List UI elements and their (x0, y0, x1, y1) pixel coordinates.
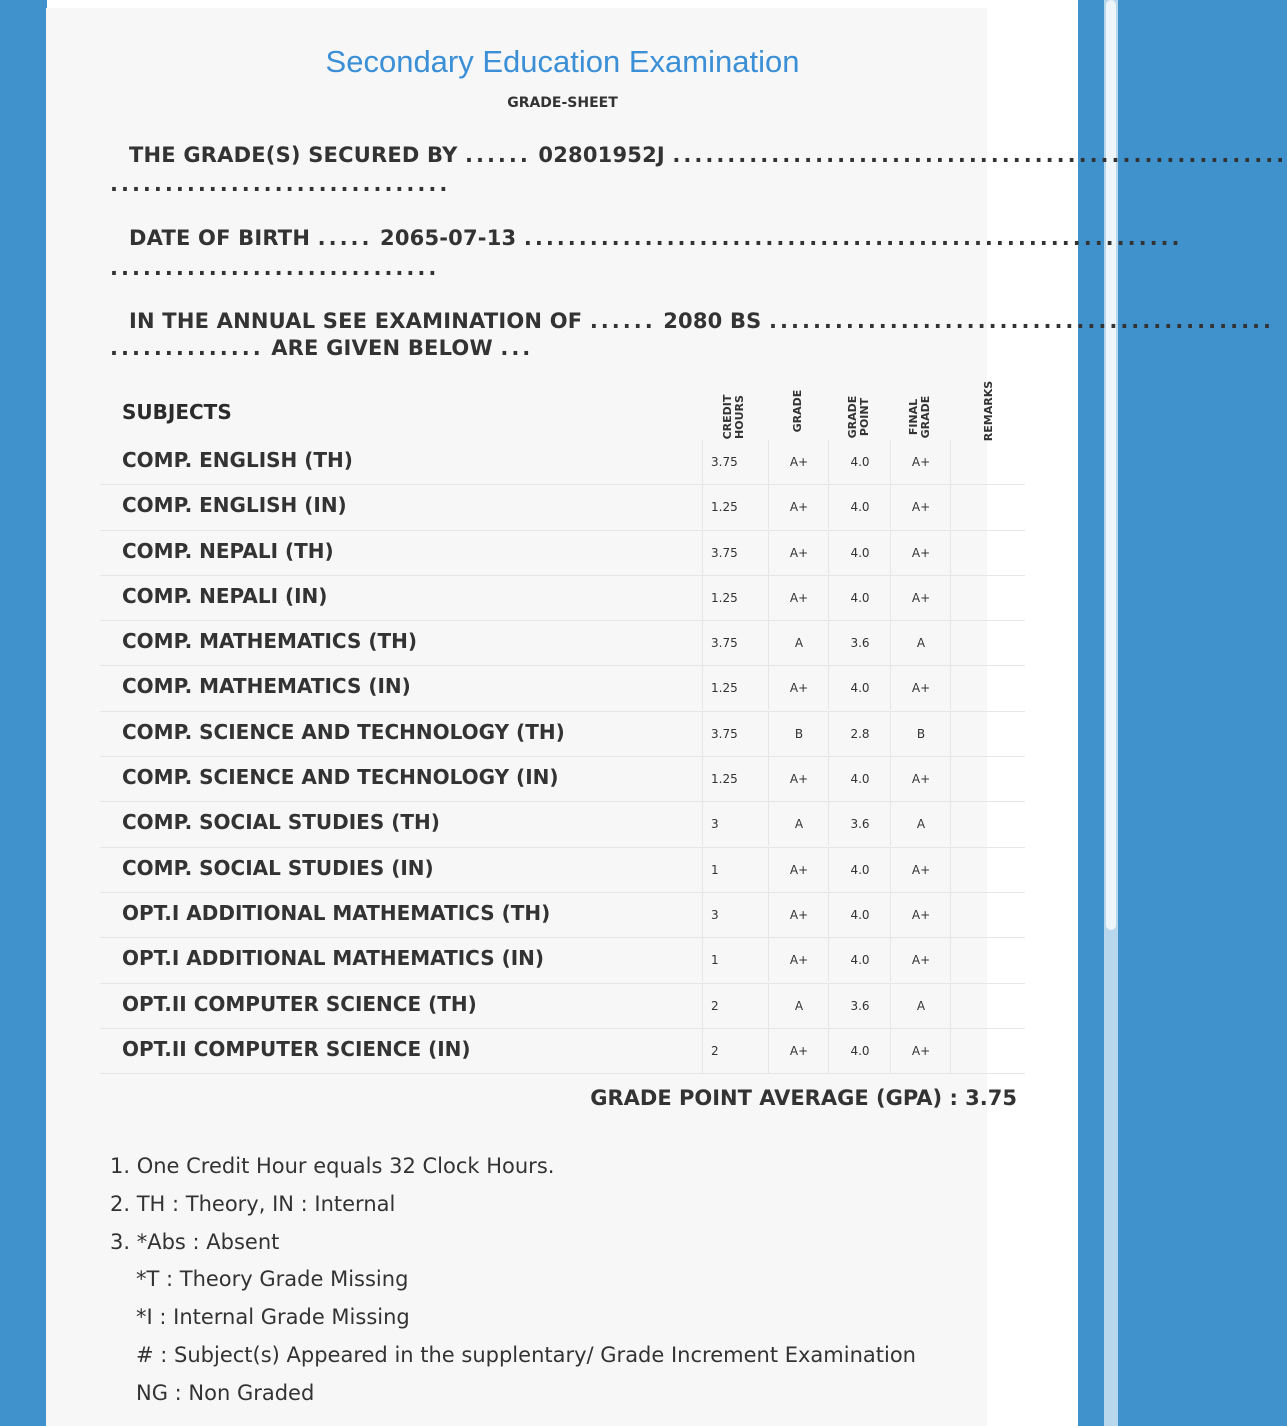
table-row (100, 938, 1025, 983)
final-grade-cell: A+ (890, 1029, 951, 1073)
grade-point-cell: 4.0 (828, 531, 891, 575)
grade-cell: A (768, 621, 829, 665)
exam-line-cont: .............. ARE GIVEN BELOW ... (110, 336, 534, 360)
remarks-cell (950, 485, 1026, 529)
grade-point-cell: 4.0 (828, 1029, 891, 1073)
note-item: NG : Non Graded (136, 1380, 315, 1405)
dob-line: DATE OF BIRTH ..... 2065-07-13 ............................................................ (110, 226, 1010, 250)
grade-cell: A (768, 802, 829, 846)
final-grade-cell: A+ (890, 757, 951, 801)
final-grade-cell: A+ (890, 440, 951, 484)
exam-label: IN THE ANNUAL SEE EXAMINATION OF (129, 309, 583, 333)
grade-point-cell: 3.6 (828, 621, 891, 665)
gpa-line (590, 1086, 1017, 1110)
remarks-cell (950, 440, 1026, 484)
grade-point-cell: 4.0 (828, 666, 891, 710)
page-title: Secondary Education Examination (325, 44, 800, 79)
grade-point-cell: 4.0 (828, 485, 891, 529)
page-subtitle: GRADE-SHEET (507, 95, 618, 111)
final-grade-cell: A (890, 802, 951, 846)
remarks-cell (950, 984, 1026, 1028)
subject-name: COMP. ENGLISH (IN) (122, 493, 347, 518)
gpa-value: 3.75 (965, 1086, 1017, 1110)
table-row (100, 1029, 1025, 1074)
subject-name: COMP. ENGLISH (TH) (122, 448, 353, 472)
subject-name: COMP. SOCIAL STUDIES (IN) (122, 855, 434, 880)
remarks-cell (950, 712, 1026, 756)
dob-label: DATE OF BIRTH (129, 226, 311, 250)
credit-hours-cell: 1.25 (702, 485, 768, 529)
table-row (100, 576, 1025, 621)
subject-name: COMP. SCIENCE AND TECHNOLOGY (TH) (122, 719, 565, 744)
grade-point-cell: 4.0 (828, 938, 891, 982)
remarks-cell (950, 621, 1026, 665)
grade-cell: A+ (768, 440, 829, 484)
dob-value: 2065-07-13 (380, 226, 517, 250)
credit-hours-cell: 1.25 (702, 576, 768, 620)
grade-point-cell: 2.8 (828, 712, 891, 756)
credit-hours-cell: 2 (702, 984, 768, 1028)
header-grade-point: GRADE POINT (846, 395, 871, 439)
remarks-cell (950, 802, 1026, 846)
dob-dots-cont: .............................. (110, 256, 440, 280)
header-credit-hours: CREDIT HOURS (721, 394, 746, 440)
credit-hours-cell: 3.75 (702, 621, 768, 665)
subject-name: COMP. NEPALI (IN) (122, 583, 328, 608)
credit-hours-cell: 3 (702, 802, 768, 846)
remarks-cell (950, 893, 1026, 937)
credit-hours-cell: 2 (702, 1029, 768, 1073)
grade-cell: A+ (768, 893, 829, 937)
grade-cell: A+ (768, 848, 829, 892)
subject-name: COMP. MATHEMATICS (IN) (122, 674, 411, 699)
table-row (100, 893, 1025, 938)
scrollbar-thumb[interactable] (1106, 0, 1116, 930)
credit-hours-cell: 3.75 (702, 531, 768, 575)
remarks-cell (950, 938, 1026, 982)
table-row (100, 984, 1025, 1029)
grade-cell: A+ (768, 1029, 829, 1073)
final-grade-cell: A+ (890, 938, 951, 982)
remarks-cell (950, 576, 1026, 620)
grade-cell: A+ (768, 531, 829, 575)
grade-point-cell: 3.6 (828, 802, 891, 846)
table-row (100, 485, 1025, 530)
symbol-number: 02801952J (538, 143, 665, 167)
grade-point-cell: 4.0 (828, 757, 891, 801)
secured-by-label: THE GRADE(S) SECURED BY (129, 143, 458, 167)
table-row (100, 666, 1025, 711)
credit-hours-cell: 1.25 (702, 666, 768, 710)
exam-suffix: ARE GIVEN BELOW (271, 336, 493, 360)
final-grade-cell: A+ (890, 848, 951, 892)
note-item: 3. *Abs : Absent (110, 1229, 280, 1254)
subject-name: OPT.I ADDITIONAL MATHEMATICS (TH) (122, 900, 551, 925)
note-item: 1. One Credit Hour equals 32 Clock Hours. (110, 1154, 555, 1178)
grade-cell: A+ (768, 938, 829, 982)
subject-name: COMP. MATHEMATICS (TH) (122, 629, 417, 654)
header-remarks: REMARKS (982, 380, 995, 442)
note-item: 2. TH : Theory, IN : Internal (110, 1191, 396, 1216)
grade-point-cell: 4.0 (828, 848, 891, 892)
final-grade-cell: A+ (890, 531, 951, 575)
remarks-cell (950, 531, 1026, 575)
subject-name: OPT.II COMPUTER SCIENCE (IN) (122, 1036, 471, 1061)
remarks-cell (950, 848, 1026, 892)
table-row (100, 802, 1025, 847)
final-grade-cell: A+ (890, 576, 951, 620)
final-grade-cell: A+ (890, 485, 951, 529)
grade-cell: A (768, 984, 829, 1028)
grade-cell: A+ (768, 576, 829, 620)
final-grade-cell: A+ (890, 893, 951, 937)
table-row (100, 848, 1025, 893)
credit-hours-cell: 3.75 (702, 440, 768, 484)
exam-line: IN THE ANNUAL SEE EXAMINATION OF ...... 2080 BS .............................................. (110, 309, 1010, 333)
header-grade: GRADE (791, 389, 804, 433)
remarks-cell (950, 757, 1026, 801)
remarks-cell (950, 666, 1026, 710)
header-final-grade: FINAL GRADE (907, 395, 932, 439)
credit-hours-cell: 3 (702, 893, 768, 937)
note-item: *T : Theory Grade Missing (136, 1267, 409, 1292)
subject-name: COMP. SCIENCE AND TECHNOLOGY (IN) (122, 765, 559, 790)
gpa-label: GRADE POINT AVERAGE (GPA) : (590, 1086, 958, 1110)
subject-name: COMP. SOCIAL STUDIES (TH) (122, 810, 440, 835)
final-grade-cell: B (890, 712, 951, 756)
credit-hours-cell: 1 (702, 848, 768, 892)
exam-year: 2080 BS (663, 309, 762, 333)
subject-name: OPT.II COMPUTER SCIENCE (TH) (122, 991, 477, 1016)
grade-table (100, 440, 1025, 1074)
secured-by-line: THE GRADE(S) SECURED BY ...... 02801952J ........................................................ (110, 143, 1010, 167)
final-grade-cell: A+ (890, 666, 951, 710)
grade-point-cell: 3.6 (828, 984, 891, 1028)
remarks-cell (950, 1029, 1026, 1073)
table-row (100, 531, 1025, 576)
credit-hours-cell: 1.25 (702, 757, 768, 801)
table-row (100, 712, 1025, 757)
grade-point-cell: 4.0 (828, 576, 891, 620)
note-item: # : Subject(s) Appeared in the supplentary/ Grade Increment Examination (136, 1342, 916, 1367)
secured-by-dots-cont: ............................... (110, 172, 451, 196)
credit-hours-cell: 1 (702, 938, 768, 982)
header-subjects: SUBJECTS (122, 400, 232, 424)
table-row (100, 440, 1025, 485)
grade-cell: A+ (768, 666, 829, 710)
grade-point-cell: 4.0 (828, 440, 891, 484)
final-grade-cell: A (890, 621, 951, 665)
grade-cell: A+ (768, 485, 829, 529)
table-row (100, 621, 1025, 666)
subject-name: OPT.I ADDITIONAL MATHEMATICS (IN) (122, 946, 545, 971)
subject-name: COMP. NEPALI (TH) (122, 538, 334, 563)
table-header (100, 380, 1025, 442)
note-item: *I : Internal Grade Missing (136, 1305, 410, 1330)
grade-point-cell: 4.0 (828, 893, 891, 937)
table-row (100, 757, 1025, 802)
notes-list (110, 1150, 916, 1415)
grade-cell: B (768, 712, 829, 756)
grade-cell: A+ (768, 757, 829, 801)
final-grade-cell: A (890, 984, 951, 1028)
credit-hours-cell: 3.75 (702, 712, 768, 756)
